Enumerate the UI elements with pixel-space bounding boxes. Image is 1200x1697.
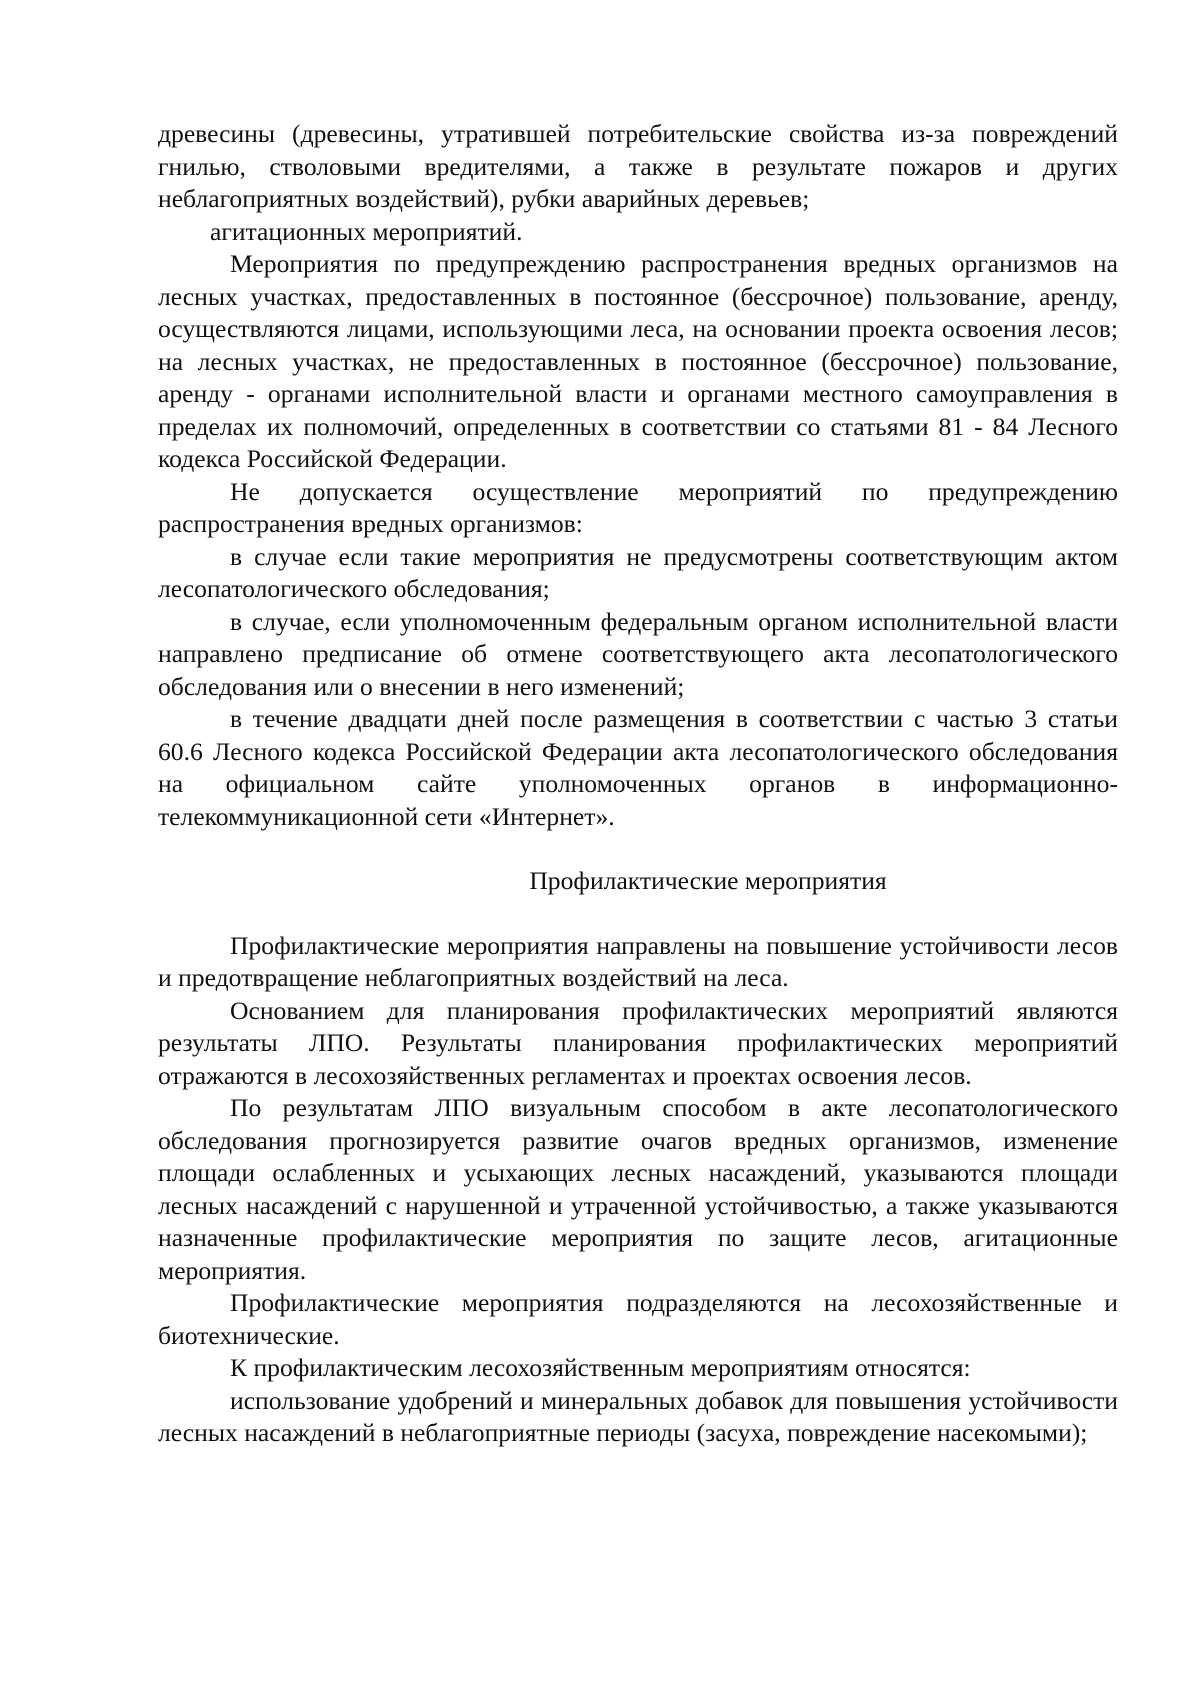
paragraph-not-allowed: Не допускается осуществление мероприятий по предупреждению распространения вредных организмов: bbox=[158, 476, 1118, 538]
paragraph-forestry-measures-intro: К профилактическим лесохозяйственным мероприятиям относятся: bbox=[230, 1353, 971, 1382]
paragraph-continuation: древесины (древесины, утратившей потребительские свойства из-за повреждений гнилью, стволовыми вредителями, а также в результате пожаров и других неблагоприятных воздействий), рубки аварийных деревьев; bbox=[158, 119, 1118, 213]
paragraph-prevention-measures: Мероприятия по предупреждению распространения вредных организмов на лесных участках, предоставленных в постоянное (бессрочное) пользование, аренду, осуществляются лицами, использующими леса, на основании проекта освоения лесов; на лесных участках, не предоставленных в постоянное (бессрочное) пользование, аренду - органами исполнительной власти и органами местного самоуправления в пределах их полномочий, определенных в соответствии со статьями 81 - 84 Лесного кодекса Российской Федерации. bbox=[158, 249, 1118, 473]
list-item-case-3: в течение двадцати дней после размещения в соответствии с частью 3 статьи 60.6 Лесного кодекса Российской Федерации акта лесопатологического обследования на официальном сайте уполномоченных органов в информационно-телекоммуникационной сети «Интернет». bbox=[158, 704, 1118, 831]
list-item-case-1: в случае если такие мероприятия не предусмотрены соответствующим актом лесопатологического обследования; bbox=[158, 541, 1118, 603]
list-item-fertilizers: использование удобрений и минеральных добавок для повышения устойчивости лесных насаждений в неблагоприятные периоды (засуха, повреждение насекомыми); bbox=[158, 1385, 1118, 1447]
paragraph-planning-basis: Основанием для планирования профилактических мероприятий являются результаты ЛПО. Результаты планирования профилактических мероприятий отражаются в лесохозяйственных регламентах и проектах освоения лесов. bbox=[158, 995, 1118, 1090]
document-body bbox=[158, 118, 1118, 1450]
paragraph-measure-types: Профилактические мероприятия подразделяются на лесохозяйственные и биотехнические. bbox=[158, 1288, 1118, 1350]
paragraph-prophylactic-purpose: Профилактические мероприятия направлены на повышение устойчивости лесов и предотвращение неблагоприятных воздействий на леса. bbox=[158, 930, 1118, 992]
paragraph-lpo-results: По результатам ЛПО визуальным способом в акте лесопатологического обследования прогнозируется развитие очагов вредных организмов, изменение площади ослабленных и усыхающих лесных насаждений, указываются площади лесных насаждений с нарушенной и утраченной устойчивостью, а также указываются назначенные профилактические мероприятия по защите лесов, агитационные мероприятия. bbox=[158, 1093, 1118, 1285]
section-heading: Профилактические мероприятия bbox=[529, 866, 887, 895]
list-item-case-2: в случае, если уполномоченным федеральным органом исполнительной власти направлено предписание об отмене соответствующего акта лесопатологического обследования или о внесении в него изменений; bbox=[158, 606, 1118, 701]
paragraph-agitation: агитационных мероприятий. bbox=[210, 216, 523, 246]
